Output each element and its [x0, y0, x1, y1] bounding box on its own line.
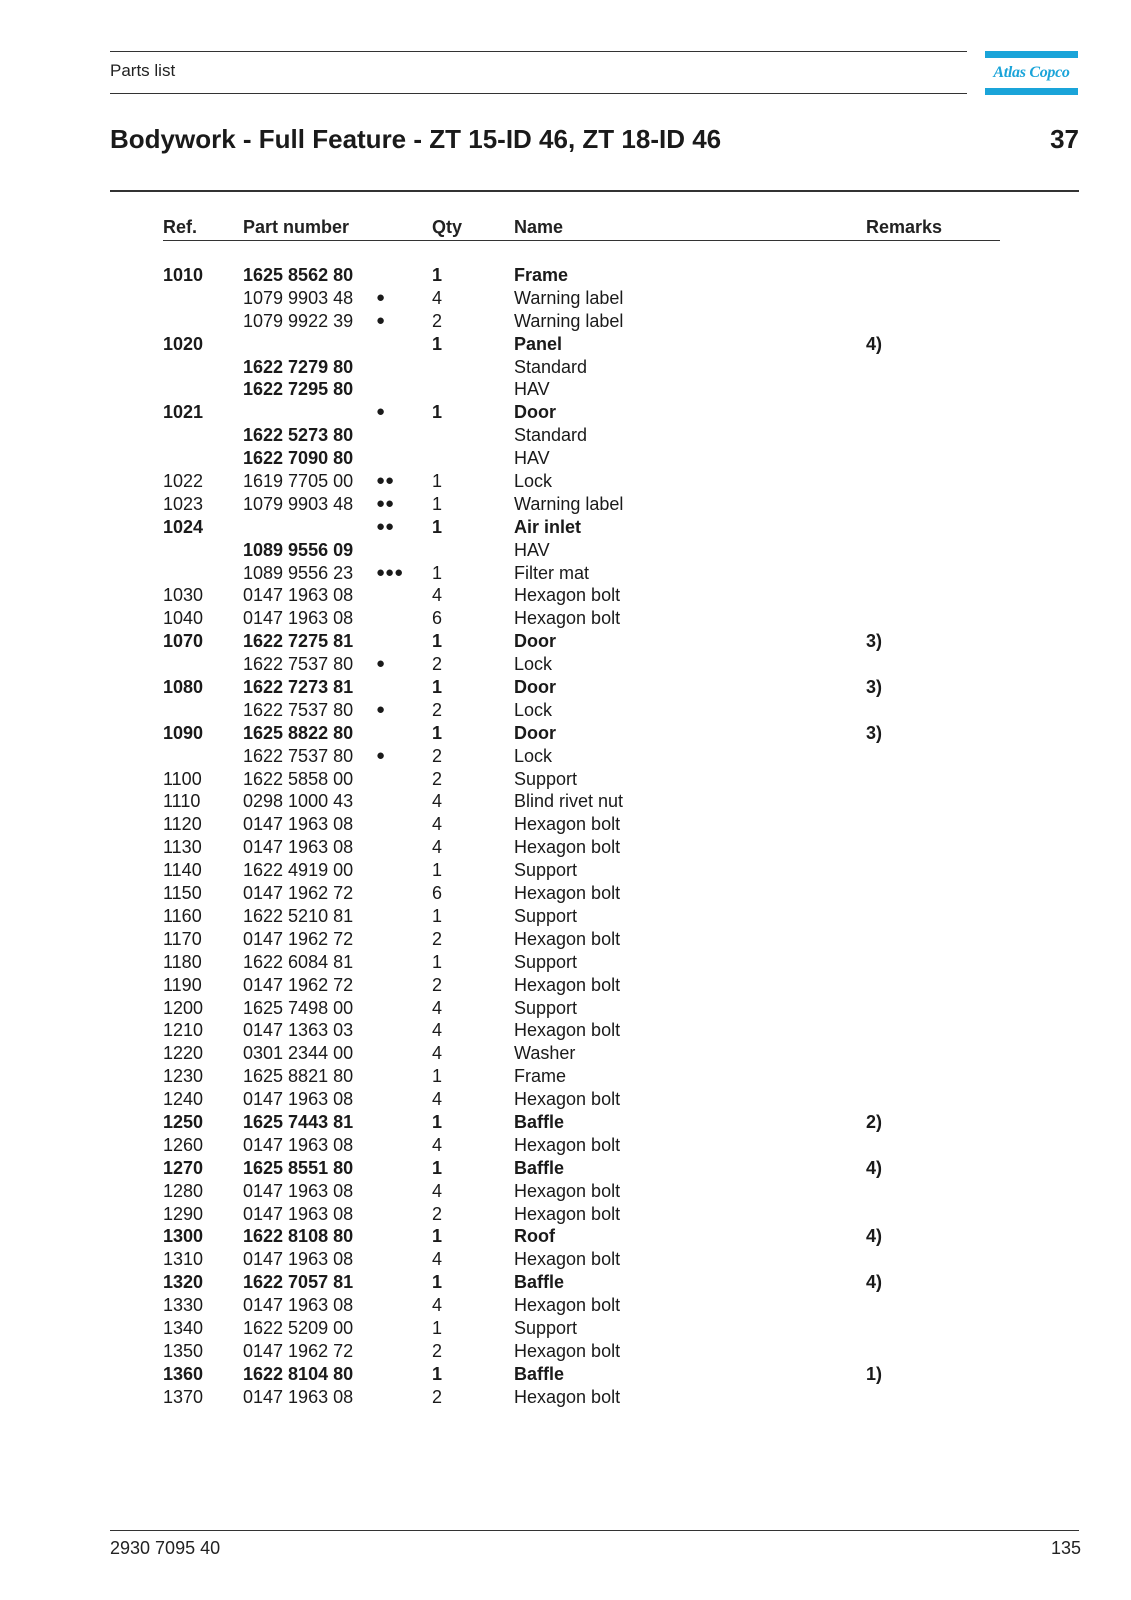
name-cell: Blind rivet nut — [514, 791, 624, 812]
part-number-cell: 0301 2344 00 — [243, 1043, 354, 1064]
name-cell: Door — [514, 402, 556, 423]
ref-cell: 1120 — [163, 814, 202, 835]
name-cell: Hexagon bolt — [514, 1295, 621, 1316]
table-row — [0, 768, 1131, 791]
name-cell: Hexagon bolt — [514, 1134, 621, 1155]
table-row — [0, 699, 1131, 722]
table-row — [0, 1340, 1131, 1363]
ref-cell: 1290 — [163, 1203, 204, 1224]
table-row — [0, 790, 1131, 813]
name-cell: Baffle — [514, 1111, 565, 1132]
name-cell: Lock — [514, 699, 553, 720]
name-cell: Air inlet — [514, 516, 582, 537]
table-row — [0, 1248, 1131, 1271]
table-row — [0, 745, 1131, 768]
qty-cell: 2 — [432, 974, 443, 995]
table-row — [0, 310, 1131, 333]
remarks-cell: 4) — [866, 1226, 883, 1247]
part-number-cell: 1622 5210 81 — [243, 905, 354, 926]
table-row — [0, 1225, 1131, 1248]
qty-cell: 1 — [432, 265, 443, 285]
part-number-cell: 1622 7537 80 — [243, 699, 354, 720]
part-number-cell: 1625 8551 80 — [243, 1157, 354, 1178]
footer-rule — [110, 1530, 1079, 1531]
part-number-cell: 1622 7057 81 — [243, 1272, 354, 1293]
table-row — [0, 1157, 1131, 1180]
ref-cell: 1220 — [163, 1043, 204, 1064]
ref-cell: 1040 — [163, 608, 204, 629]
table-row — [0, 356, 1131, 379]
qty-cell: 1 — [432, 631, 443, 652]
name-cell: Warning label — [514, 310, 624, 331]
table-row — [0, 676, 1131, 699]
table-row — [0, 493, 1131, 516]
part-number-cell: 0147 1963 08 — [243, 1295, 354, 1316]
qty-cell: 1 — [432, 951, 443, 972]
part-number-cell: 0147 1962 72 — [243, 883, 354, 904]
name-cell: Hexagon bolt — [514, 1340, 621, 1361]
part-number-cell: 0147 1962 72 — [243, 1340, 354, 1361]
name-cell: Baffle — [514, 1157, 565, 1178]
table-row — [0, 1065, 1131, 1088]
qty-cell: 1 — [432, 905, 443, 926]
name-cell: Hexagon bolt — [514, 1089, 621, 1110]
qty-cell: 2 — [432, 928, 443, 949]
name-cell: HAV — [514, 448, 550, 469]
remarks-cell: 3) — [866, 722, 883, 743]
name-cell: Support — [514, 997, 578, 1018]
ref-cell: 1330 — [163, 1295, 204, 1316]
qty-cell: 6 — [432, 883, 443, 904]
name-cell: Frame — [514, 1066, 567, 1087]
part-number-cell: 1622 7273 81 — [243, 677, 354, 698]
name-cell: Standard — [514, 425, 588, 446]
ref-cell: 1022 — [163, 471, 204, 492]
table-row — [0, 264, 1131, 287]
qty-cell: 4 — [432, 1020, 443, 1041]
table-row — [0, 1203, 1131, 1226]
section-number: 37 — [1050, 124, 1079, 154]
qty-cell: 4 — [432, 837, 443, 858]
table-row — [0, 378, 1131, 401]
level-dots: ●● — [376, 494, 395, 512]
name-cell: Hexagon bolt — [514, 608, 621, 629]
part-number-cell: 0147 1963 08 — [243, 1134, 354, 1155]
table-row — [0, 951, 1131, 974]
name-cell: Hexagon bolt — [514, 928, 621, 949]
header-bottom-rule — [110, 93, 967, 94]
part-number-cell: 1079 9922 39 — [243, 310, 354, 331]
ref-cell: 1070 — [163, 631, 204, 652]
table-row — [0, 1042, 1131, 1065]
name-cell: Filter mat — [514, 562, 590, 583]
name-cell: Support — [514, 905, 578, 926]
name-cell: Hexagon bolt — [514, 974, 621, 995]
table-row — [0, 562, 1131, 585]
remarks-cell: 4) — [866, 333, 883, 354]
qty-cell: 2 — [432, 1386, 443, 1407]
remarks-cell: 3) — [866, 631, 883, 652]
level-dots: ●● — [376, 472, 395, 490]
qty-cell: 4 — [432, 814, 443, 835]
table-row — [0, 722, 1131, 745]
remarks-cell: 4) — [866, 1272, 883, 1293]
name-cell: Lock — [514, 654, 553, 675]
table-row — [0, 836, 1131, 859]
part-number-cell: 1622 7275 81 — [243, 631, 354, 652]
ref-cell: 1350 — [163, 1340, 204, 1361]
ref-cell: 1310 — [163, 1249, 204, 1270]
qty-cell: 1 — [432, 333, 443, 354]
logo-wordmark: Atlas Copco — [993, 64, 1070, 81]
qty-cell: 1 — [432, 493, 443, 514]
part-number-cell: 0147 1963 08 — [243, 1089, 354, 1110]
remarks-cell: 2) — [866, 1111, 883, 1132]
ref-cell: 1300 — [163, 1226, 204, 1247]
qty-cell: 1 — [432, 677, 443, 698]
remarks-cell: 1) — [866, 1363, 883, 1384]
part-number-cell: 0147 1963 08 — [243, 1203, 354, 1224]
ref-cell: 1090 — [163, 722, 204, 743]
name-cell: Warning label — [514, 287, 624, 308]
qty-cell: 1 — [432, 516, 443, 537]
level-dots: ● — [376, 311, 386, 329]
qty-cell: 2 — [432, 768, 443, 789]
remarks-cell: 4) — [866, 1157, 883, 1178]
table-row — [0, 1134, 1131, 1157]
name-cell: Hexagon bolt — [514, 1020, 621, 1041]
logo-bar-bottom — [985, 88, 1078, 95]
part-number-cell: 0147 1963 08 — [243, 1249, 354, 1270]
name-cell: Support — [514, 951, 578, 972]
qty-cell: 4 — [432, 1180, 443, 1201]
qty-cell: 2 — [432, 310, 443, 331]
name-cell: Washer — [514, 1043, 576, 1064]
qty-cell: 1 — [432, 1066, 443, 1087]
part-number-cell: 1622 4919 00 — [243, 860, 354, 881]
name-cell: Door — [514, 677, 556, 698]
level-dots: ●● — [376, 517, 395, 535]
part-number-cell: 1625 8562 80 — [243, 265, 354, 285]
part-number-cell: 1079 9903 48 — [243, 493, 354, 514]
ref-cell: 1023 — [163, 493, 204, 514]
table-row — [0, 424, 1131, 447]
part-number-cell: 1622 8108 80 — [243, 1226, 354, 1247]
ref-cell: 1130 — [163, 837, 202, 858]
table-row — [0, 1019, 1131, 1042]
qty-cell: 2 — [432, 745, 443, 766]
table-row — [0, 1180, 1131, 1203]
qty-cell: 1 — [432, 1272, 443, 1293]
name-cell: Support — [514, 768, 578, 789]
ref-cell: 1280 — [163, 1180, 204, 1201]
table-row — [0, 997, 1131, 1020]
qty-cell: 1 — [432, 1111, 443, 1132]
qty-cell: 4 — [432, 1134, 443, 1155]
name-cell: Roof — [514, 1226, 555, 1247]
level-dots: ● — [376, 403, 386, 421]
table-row — [0, 974, 1131, 997]
part-number-cell: 0298 1000 43 — [243, 791, 354, 812]
table-row — [0, 1294, 1131, 1317]
ref-cell: 1360 — [163, 1363, 204, 1384]
part-number-cell: 1625 8822 80 — [243, 722, 354, 743]
ref-cell: 1160 — [163, 905, 202, 926]
ref-cell: 1110 — [163, 791, 201, 812]
part-number-cell: 0147 1963 08 — [243, 1180, 354, 1201]
qty-cell: 4 — [432, 1043, 443, 1064]
qty-cell: 1 — [432, 1157, 443, 1178]
ref-cell: 1260 — [163, 1134, 204, 1155]
title-rule — [110, 190, 1079, 192]
name-cell: Hexagon bolt — [514, 585, 621, 606]
column-header-name: Name — [514, 217, 564, 237]
part-number-cell: 1625 7443 81 — [243, 1111, 354, 1132]
table-row — [0, 813, 1131, 836]
level-dots: ● — [376, 655, 386, 673]
table-row — [0, 333, 1131, 356]
name-cell: Lock — [514, 745, 553, 766]
ref-cell: 1021 — [163, 402, 204, 423]
part-number-cell: 0147 1963 08 — [243, 814, 354, 835]
part-number-cell: 1089 9556 09 — [243, 539, 354, 560]
table-row — [0, 287, 1131, 310]
page-title: Bodywork - Full Feature - ZT 15-ID 46, ZT 18-ID 46 — [110, 124, 722, 154]
part-number-cell: 1622 8104 80 — [243, 1363, 354, 1384]
column-header-ref: Ref. — [163, 217, 198, 237]
part-number-cell: 1619 7705 00 — [243, 471, 354, 492]
level-dots: ● — [376, 746, 386, 764]
ref-cell: 1200 — [163, 997, 204, 1018]
name-cell: Door — [514, 722, 556, 743]
qty-cell: 4 — [432, 585, 443, 606]
column-header-part-number: Part number — [243, 217, 350, 237]
part-number-cell: 0147 1963 08 — [243, 837, 354, 858]
part-number-cell: 1622 6084 81 — [243, 951, 354, 972]
part-number-cell: 0147 1963 08 — [243, 1386, 354, 1407]
name-cell: Hexagon bolt — [514, 1249, 621, 1270]
ref-cell: 1140 — [163, 860, 202, 881]
part-number-cell: 1622 5858 00 — [243, 768, 354, 789]
qty-cell: 2 — [432, 699, 443, 720]
name-cell: HAV — [514, 379, 550, 400]
table-row — [0, 630, 1131, 653]
ref-cell: 1210 — [163, 1020, 204, 1041]
table-row — [0, 905, 1131, 928]
name-cell: Support — [514, 860, 578, 881]
name-cell: Support — [514, 1317, 578, 1338]
table-row — [0, 447, 1131, 470]
part-number-cell: 1622 5209 00 — [243, 1317, 354, 1338]
ref-cell: 1020 — [163, 333, 204, 354]
qty-cell: 4 — [432, 287, 443, 308]
parts-table — [0, 264, 1131, 1409]
name-cell: Hexagon bolt — [514, 883, 621, 904]
part-number-cell: 1079 9903 48 — [243, 287, 354, 308]
name-cell: Lock — [514, 471, 553, 492]
column-header-remarks: Remarks — [866, 217, 943, 237]
table-row — [0, 1111, 1131, 1134]
name-cell: Warning label — [514, 493, 624, 514]
part-number-cell: 1089 9556 23 — [243, 562, 354, 583]
table-row — [0, 1363, 1131, 1386]
table-header-rule — [163, 240, 1000, 241]
name-cell: Door — [514, 631, 556, 652]
qty-cell: 1 — [432, 860, 443, 881]
part-number-cell: 0147 1962 72 — [243, 974, 354, 995]
level-dots: ● — [376, 288, 386, 306]
qty-cell: 4 — [432, 997, 443, 1018]
qty-cell: 1 — [432, 1226, 443, 1247]
table-row — [0, 882, 1131, 905]
part-number-cell: 1625 7498 00 — [243, 997, 354, 1018]
ref-cell: 1340 — [163, 1317, 204, 1338]
table-row — [0, 1386, 1131, 1409]
table-row — [0, 928, 1131, 951]
qty-cell: 4 — [432, 1249, 443, 1270]
header-top-rule — [110, 51, 967, 52]
level-dots: ●●● — [376, 563, 404, 581]
name-cell: Baffle — [514, 1272, 565, 1293]
qty-cell: 1 — [432, 471, 443, 492]
ref-cell: 1024 — [163, 516, 204, 537]
part-number-cell: 0147 1962 72 — [243, 928, 354, 949]
name-cell: Baffle — [514, 1363, 565, 1384]
ref-cell: 1010 — [163, 265, 204, 285]
table-row — [0, 539, 1131, 562]
qty-cell: 4 — [432, 1089, 443, 1110]
ref-cell: 1170 — [163, 928, 202, 949]
name-cell: Panel — [514, 333, 563, 354]
column-header-qty: Qty — [432, 217, 463, 237]
part-number-cell: 1622 7295 80 — [243, 379, 354, 400]
part-number-cell: 1622 7537 80 — [243, 654, 354, 675]
part-number-cell: 1625 8821 80 — [243, 1066, 354, 1087]
part-number-cell: 0147 1363 03 — [243, 1020, 354, 1041]
ref-cell: 1180 — [163, 951, 202, 972]
qty-cell: 2 — [432, 1340, 443, 1361]
part-number-cell: 0147 1963 08 — [243, 585, 354, 606]
name-cell: Hexagon bolt — [514, 837, 621, 858]
name-cell: HAV — [514, 539, 550, 560]
remarks-cell: 3) — [866, 677, 883, 698]
name-cell: Hexagon bolt — [514, 1203, 621, 1224]
qty-cell: 1 — [432, 1317, 443, 1338]
part-number-cell: 1622 5273 80 — [243, 425, 354, 446]
page-number: 135 — [1050, 1538, 1081, 1558]
qty-cell: 6 — [432, 608, 443, 629]
name-cell: Frame — [514, 265, 569, 285]
part-number-cell: 0147 1963 08 — [243, 608, 354, 629]
name-cell: Hexagon bolt — [514, 1386, 621, 1407]
ref-cell: 1370 — [163, 1386, 204, 1407]
document-number: 2930 7095 40 — [110, 1538, 221, 1558]
section-label: Parts list — [110, 61, 176, 80]
ref-cell: 1080 — [163, 677, 204, 698]
level-dots: ● — [376, 700, 386, 718]
table-row — [0, 859, 1131, 882]
table-row — [0, 653, 1131, 676]
name-cell: Hexagon bolt — [514, 1180, 621, 1201]
part-number-cell: 1622 7090 80 — [243, 448, 354, 469]
logo-bar-top — [985, 51, 1078, 58]
name-cell: Hexagon bolt — [514, 814, 621, 835]
ref-cell: 1030 — [163, 585, 204, 606]
part-number-cell: 1622 7537 80 — [243, 745, 354, 766]
ref-cell: 1270 — [163, 1157, 204, 1178]
ref-cell: 1100 — [163, 768, 202, 789]
qty-cell: 1 — [432, 1363, 443, 1384]
name-cell: Standard — [514, 356, 588, 377]
table-row — [0, 470, 1131, 493]
ref-cell: 1240 — [163, 1089, 204, 1110]
ref-cell: 1250 — [163, 1111, 204, 1132]
qty-cell: 1 — [432, 722, 443, 743]
table-row — [0, 1271, 1131, 1294]
qty-cell: 1 — [432, 562, 443, 583]
table-row — [0, 607, 1131, 630]
ref-cell: 1230 — [163, 1066, 204, 1087]
qty-cell: 4 — [432, 1295, 443, 1316]
table-row — [0, 516, 1131, 539]
ref-cell: 1190 — [163, 974, 202, 995]
ref-cell: 1150 — [163, 883, 202, 904]
qty-cell: 1 — [432, 402, 443, 423]
table-row — [0, 1088, 1131, 1111]
qty-cell: 2 — [432, 1203, 443, 1224]
atlas-copco-logo — [985, 51, 1078, 95]
qty-cell: 4 — [432, 791, 443, 812]
table-row — [0, 401, 1131, 424]
table-row — [0, 584, 1131, 607]
ref-cell: 1320 — [163, 1272, 204, 1293]
qty-cell: 2 — [432, 654, 443, 675]
table-row — [0, 1317, 1131, 1340]
part-number-cell: 1622 7279 80 — [243, 356, 354, 377]
